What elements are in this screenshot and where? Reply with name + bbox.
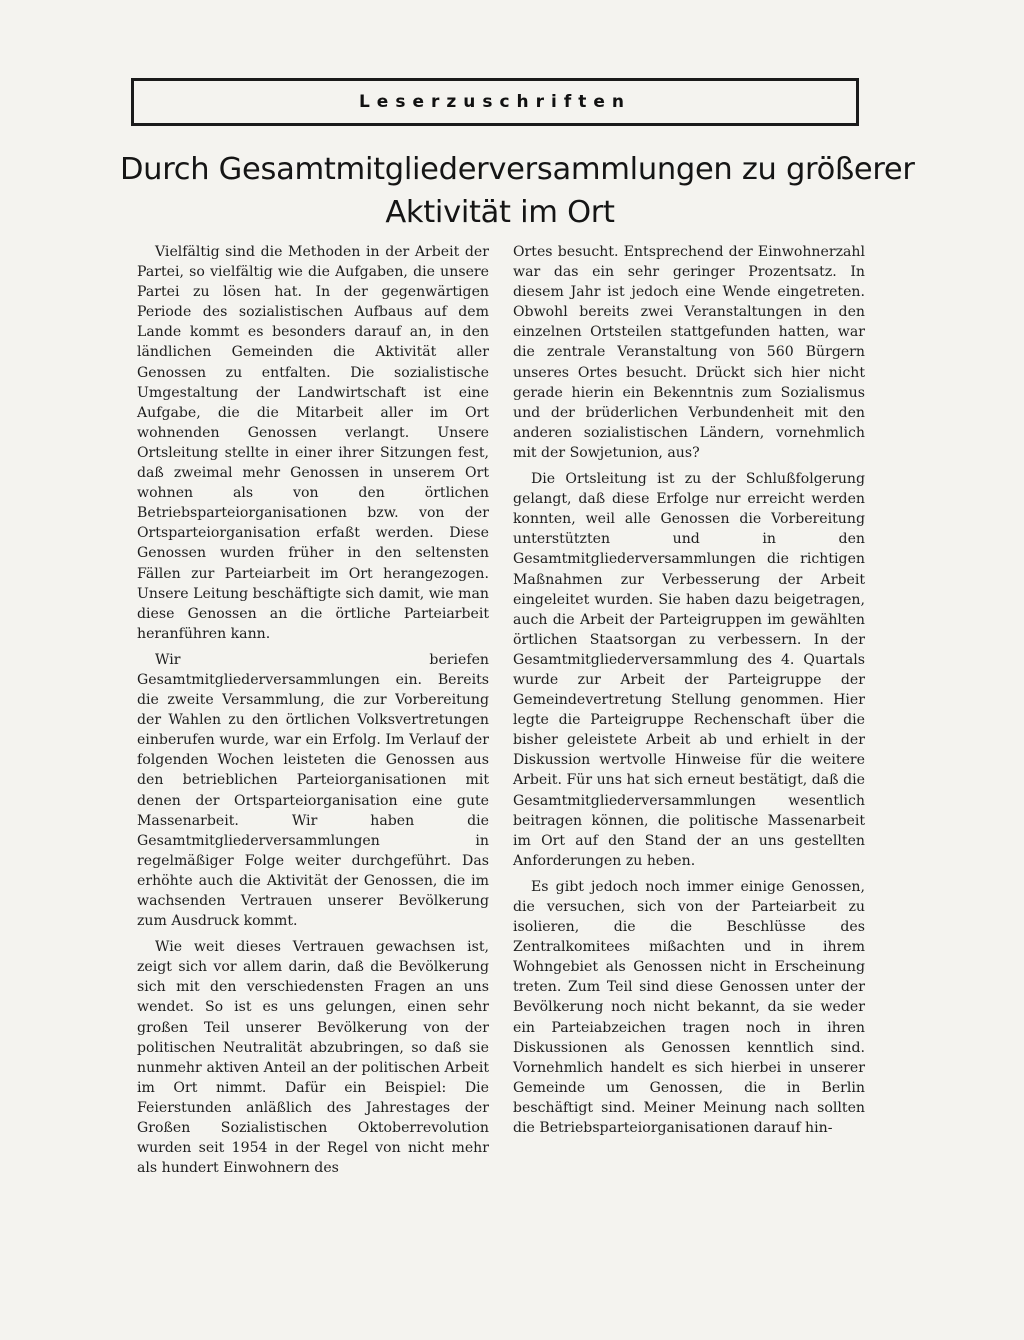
article-title bbox=[120, 148, 915, 234]
article-title-line-1: Durch Gesamtmitgliederversammlungen zu größerer bbox=[120, 152, 915, 187]
paragraph: Wir beriefen Gesamtmitgliederversammlungen ein. Bereits die zweite Versammlung, die zur Vorbereitung der Wahlen zu den örtlichen Volksvertretungen einberufen wurde, war ein Erfolg. Im Verlauf der folgenden Wochen leisteten die Genossen aus den betrieblichen Parteiorganisationen mit denen der Ortsparteiorganisation eine gute Massenarbeit. Wir haben die Gesamtmitgliederversammlungen in regelmäßiger Folge weiter durchgeführt. Das erhöhte auch die Aktivität der Genossen, die im wachsenden Vertrauen unserer Bevölkerung zum Ausdruck kommt. bbox=[137, 651, 489, 930]
paragraph: Die Ortsleitung ist zu der Schlußfolgerung gelangt, daß diese Erfolge nur erreicht werden konnten, weil alle Genossen die Vorbereitung unterstützten und in den Gesamtmitgliederversammlungen die richtigen Maßnahmen zur Verbesserung der Arbeit eingeleitet wurden. Sie haben dazu beigetragen, auch die Arbeit der Parteigruppen im gewählten örtlichen Staatsorgan zu verbessern. In der Gesamtmitgliederversammlung des 4. Quartals wurde zur Arbeit der Parteigruppe der Gemeindevertretung Stellung genommen. Hier legte die Parteigruppe Rechenschaft über die bisher geleistete Arbeit ab und erhielt in der Diskussion wertvolle Hinweise für die weitere Arbeit. Für uns hat sich erneut bestätigt, daß die Gesamtmitgliederversammlungen wesentlich beitragen können, die politische Massenarbeit im Ort auf den Stand der an uns gestellten Anforderungen zu heben. bbox=[513, 471, 865, 869]
left-column bbox=[137, 242, 489, 1178]
paragraph: Vielfältig sind die Methoden in der Arbeit der Partei, so vielfältig wie die Aufgaben, die unsere Partei zu lösen hat. In der gegenwärtigen Periode des sozialistischen Aufbaus auf dem Lande kommt es besonders darauf an, in den ländlichen Gemeinden die Aktivität aller Genossen zu entfalten. Die sozialistische Umgestaltung der Landwirtschaft ist eine Aufgabe, die die Mitarbeit aller im Ort wohnenden Genossen verlangt. Unsere Ortsleitung stellte in einer ihrer Sitzungen fest, daß zweimal mehr Genossen in unserem Ort wohnen als von den örtlichen Betriebsparteiorganisationen bzw. von der Ortsparteiorganisation erfaßt werden. Diese Genossen wurden früher in den seltensten Fällen zur Parteiarbeit im Ort herangezogen. Unsere Leitung beschäftigte sich damit, wie man diese Genossen an die örtliche Parteiarbeit heranführen kann. bbox=[137, 244, 489, 642]
section-label: Leserzuschriften bbox=[358, 92, 632, 112]
section-header-box bbox=[131, 78, 859, 126]
right-column bbox=[513, 242, 865, 1138]
paragraph: Es gibt jedoch noch immer einige Genossen, die versuchen, sich von der Parteiarbeit zu isolieren, die die Beschlüsse des Zentralkomitees mißachten und in ihrem Wohngebiet als Genossen nicht in Erscheinung treten. Zum Teil sind diese Genossen unter der Bevölkerung noch nicht bekannt, da sie weder ein Parteiabzeichen tragen noch in ihren Diskussionen als Genossen kenntlich sind. Vornehmlich handelt es sich hierbei in unserer Gemeinde um Genossen, die in Berlin beschäftigt sind. Meiner Meinung nach sollten die Betriebsparteiorganisationen darauf hin- bbox=[513, 878, 865, 1137]
paragraph: Wie weit dieses Vertrauen gewachsen ist, zeigt sich vor allem darin, daß die Bevölkerung sich mit den verschiedensten Fragen an uns wendet. So ist es uns gelungen, einen sehr großen Teil unserer Bevölkerung von der politischen Neutralität abzubringen, so daß sie nunmehr aktiven Anteil an der politischen Arbeit im Ort nimmt. Dafür ein Beispiel: Die Feierstunden anläßlich des Jahrestages der Großen Sozialistischen Oktoberrevolution wurden seit 1954 in der Regel von nicht mehr als hundert Einwohnern des bbox=[137, 939, 489, 1177]
article-title-line-2: Aktivität im Ort bbox=[385, 195, 615, 230]
paragraph: Ortes besucht. Entsprechend der Einwohnerzahl war das ein sehr geringer Prozentsatz. In diesem Jahr ist jedoch eine Wende eingetreten. Obwohl bereits zwei Veranstaltungen in den einzelnen Ortsteilen stattgefunden hatten, war die zentrale Veranstaltung von 560 Bürgern unseres Ortes besucht. Drückt sich hier nicht gerade hierin ein Bekenntnis zum Sozialismus und der brüderlichen Verbundenheit mit den anderen sozialistischen Ländern, vornehmlich mit der Sowjetunion, aus? bbox=[513, 244, 865, 461]
